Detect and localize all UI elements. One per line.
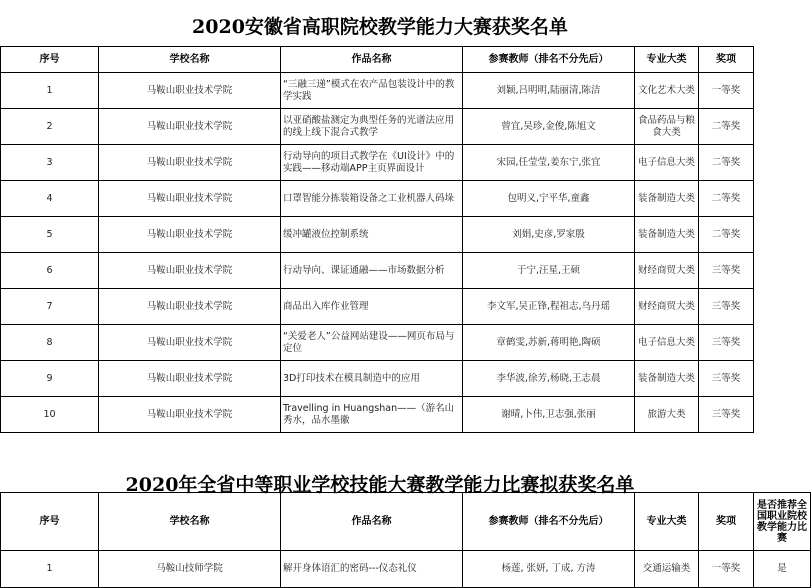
cell-teachers: 包明义,宁平华,童鑫 (463, 181, 635, 217)
table-row (1, 73, 754, 109)
cell-school: 马鞍山职业技术学院 (99, 109, 281, 145)
col-header-major: 专业大类 (635, 493, 699, 551)
cell-major: 电子信息大类 (635, 325, 699, 361)
table-row (1, 217, 754, 253)
cell-work: “关爱老人”公益网站建设——网页布局与定位 (281, 325, 463, 361)
cell-work: 以亚硝酸盐测定为典型任务的光谱法应用的线上线下混合式教学 (281, 109, 463, 145)
cell-award: 二等奖 (699, 109, 754, 145)
table-row (1, 181, 754, 217)
cell-teachers: 李文军,吴正锋,程祖志,乌丹瑶 (463, 289, 635, 325)
cell-major: 财经商贸大类 (635, 253, 699, 289)
table-row (1, 325, 754, 361)
cell-award: 二等奖 (699, 145, 754, 181)
cell-teachers: 于宁,汪星,王硕 (463, 253, 635, 289)
cell-work: “三融三递”模式在农产品包装设计中的教学实践 (281, 73, 463, 109)
cell-award: 一等奖 (699, 73, 754, 109)
table-row (1, 289, 754, 325)
cell-teachers: 刘颖,吕明明,陆丽清,陈洁 (463, 73, 635, 109)
cell-work: Travelling in Huangshan——（游名山秀水，品水墨徽 (281, 397, 463, 433)
cell-school: 马鞍山职业技术学院 (99, 217, 281, 253)
table2-title: 2020年全省中等职业学校技能大赛教学能力比赛拟获奖名单 (125, 474, 635, 496)
col-header-work: 作品名称 (281, 47, 463, 73)
cell-award: 一等奖 (699, 551, 754, 588)
table-row (1, 397, 754, 433)
cell-index: 1 (1, 551, 99, 588)
cell-school: 马鞍山职业技术学院 (99, 325, 281, 361)
table-row (1, 145, 754, 181)
col-header-index: 序号 (1, 493, 99, 551)
cell-award: 二等奖 (699, 217, 754, 253)
cell-index: 4 (1, 181, 99, 217)
table-row (1, 109, 754, 145)
cell-index: 9 (1, 361, 99, 397)
cell-school: 马鞍山职业技术学院 (99, 73, 281, 109)
table-header-row (1, 47, 754, 73)
awards-table-secondary-vocational (0, 492, 811, 588)
cell-major: 装备制造大类 (635, 361, 699, 397)
cell-teachers: 曾宜,吴珍,金俊,陈旭文 (463, 109, 635, 145)
cell-award: 三等奖 (699, 253, 754, 289)
cell-work: 口罩智能分拣装箱设备之工业机器人码垛 (281, 181, 463, 217)
cell-work: 行动导向的项目式教学在《UI设计》中的实践——移动端APP主页界面设计 (281, 145, 463, 181)
cell-work: 3D打印技术在模具制造中的应用 (281, 361, 463, 397)
cell-award: 二等奖 (699, 181, 754, 217)
cell-index: 6 (1, 253, 99, 289)
cell-index: 10 (1, 397, 99, 433)
col-header-major: 专业大类 (635, 47, 699, 73)
table-row (1, 361, 754, 397)
cell-index: 2 (1, 109, 99, 145)
cell-school: 马鞍山职业技术学院 (99, 145, 281, 181)
cell-teachers: 杨莲, 张妍, 丁成, 方涛 (463, 551, 635, 588)
cell-major: 文化艺术大类 (635, 73, 699, 109)
cell-award: 三等奖 (699, 361, 754, 397)
cell-award: 三等奖 (699, 289, 754, 325)
cell-school: 马鞍山职业技术学院 (99, 253, 281, 289)
awards-table-higher-vocational (0, 46, 754, 433)
cell-work: 行动导向、课证通融——市场数据分析 (281, 253, 463, 289)
col-header-teachers: 参赛教师（排名不分先后） (463, 47, 635, 73)
cell-major: 食品药品与粮食大类 (635, 109, 699, 145)
cell-award: 三等奖 (699, 397, 754, 433)
table-header-row (1, 493, 811, 551)
cell-award: 三等奖 (699, 325, 754, 361)
cell-teachers: 章鹤雯,苏新,蒋明艳,陶硕 (463, 325, 635, 361)
col-header-school: 学校名称 (99, 493, 281, 551)
cell-school: 马鞍山技师学院 (99, 551, 281, 588)
col-header-work: 作品名称 (281, 493, 463, 551)
table1-title: 2020安徽省高职院校教学能力大赛获奖名单 (192, 16, 568, 38)
cell-index: 1 (1, 73, 99, 109)
col-header-award: 奖项 (699, 493, 754, 551)
cell-teachers: 刘娟,史彦,罗家殷 (463, 217, 635, 253)
cell-major: 财经商贸大类 (635, 289, 699, 325)
cell-work: 解开身体语汇的密码---仪态礼仪 (281, 551, 463, 588)
cell-school: 马鞍山职业技术学院 (99, 397, 281, 433)
cell-major: 交通运输类 (635, 551, 699, 588)
cell-index: 7 (1, 289, 99, 325)
col-header-teachers: 参赛教师（排名不分先后） (463, 493, 635, 551)
cell-major: 装备制造大类 (635, 217, 699, 253)
cell-index: 8 (1, 325, 99, 361)
cell-major: 电子信息大类 (635, 145, 699, 181)
cell-school: 马鞍山职业技术学院 (99, 181, 281, 217)
cell-work: 商品出入库作业管理 (281, 289, 463, 325)
cell-school: 马鞍山职业技术学院 (99, 361, 281, 397)
col-header-recommend: 是否推荐全国职业院校教学能力比赛 (754, 493, 811, 551)
cell-school: 马鞍山职业技术学院 (99, 289, 281, 325)
cell-major: 旅游大类 (635, 397, 699, 433)
cell-work: 缓冲罐液位控制系统 (281, 217, 463, 253)
cell-teachers: 谢晴,卜伟,卫志强,张丽 (463, 397, 635, 433)
cell-index: 5 (1, 217, 99, 253)
cell-teachers: 宋园,任莹莹,姜东宁,张宜 (463, 145, 635, 181)
table-row (1, 253, 754, 289)
table-row (1, 551, 811, 588)
cell-index: 3 (1, 145, 99, 181)
col-header-award: 奖项 (699, 47, 754, 73)
col-header-index: 序号 (1, 47, 99, 73)
cell-major: 装备制造大类 (635, 181, 699, 217)
cell-teachers: 李华波,徐芳,杨晓,王志晨 (463, 361, 635, 397)
col-header-school: 学校名称 (99, 47, 281, 73)
cell-recommend: 是 (754, 551, 811, 588)
